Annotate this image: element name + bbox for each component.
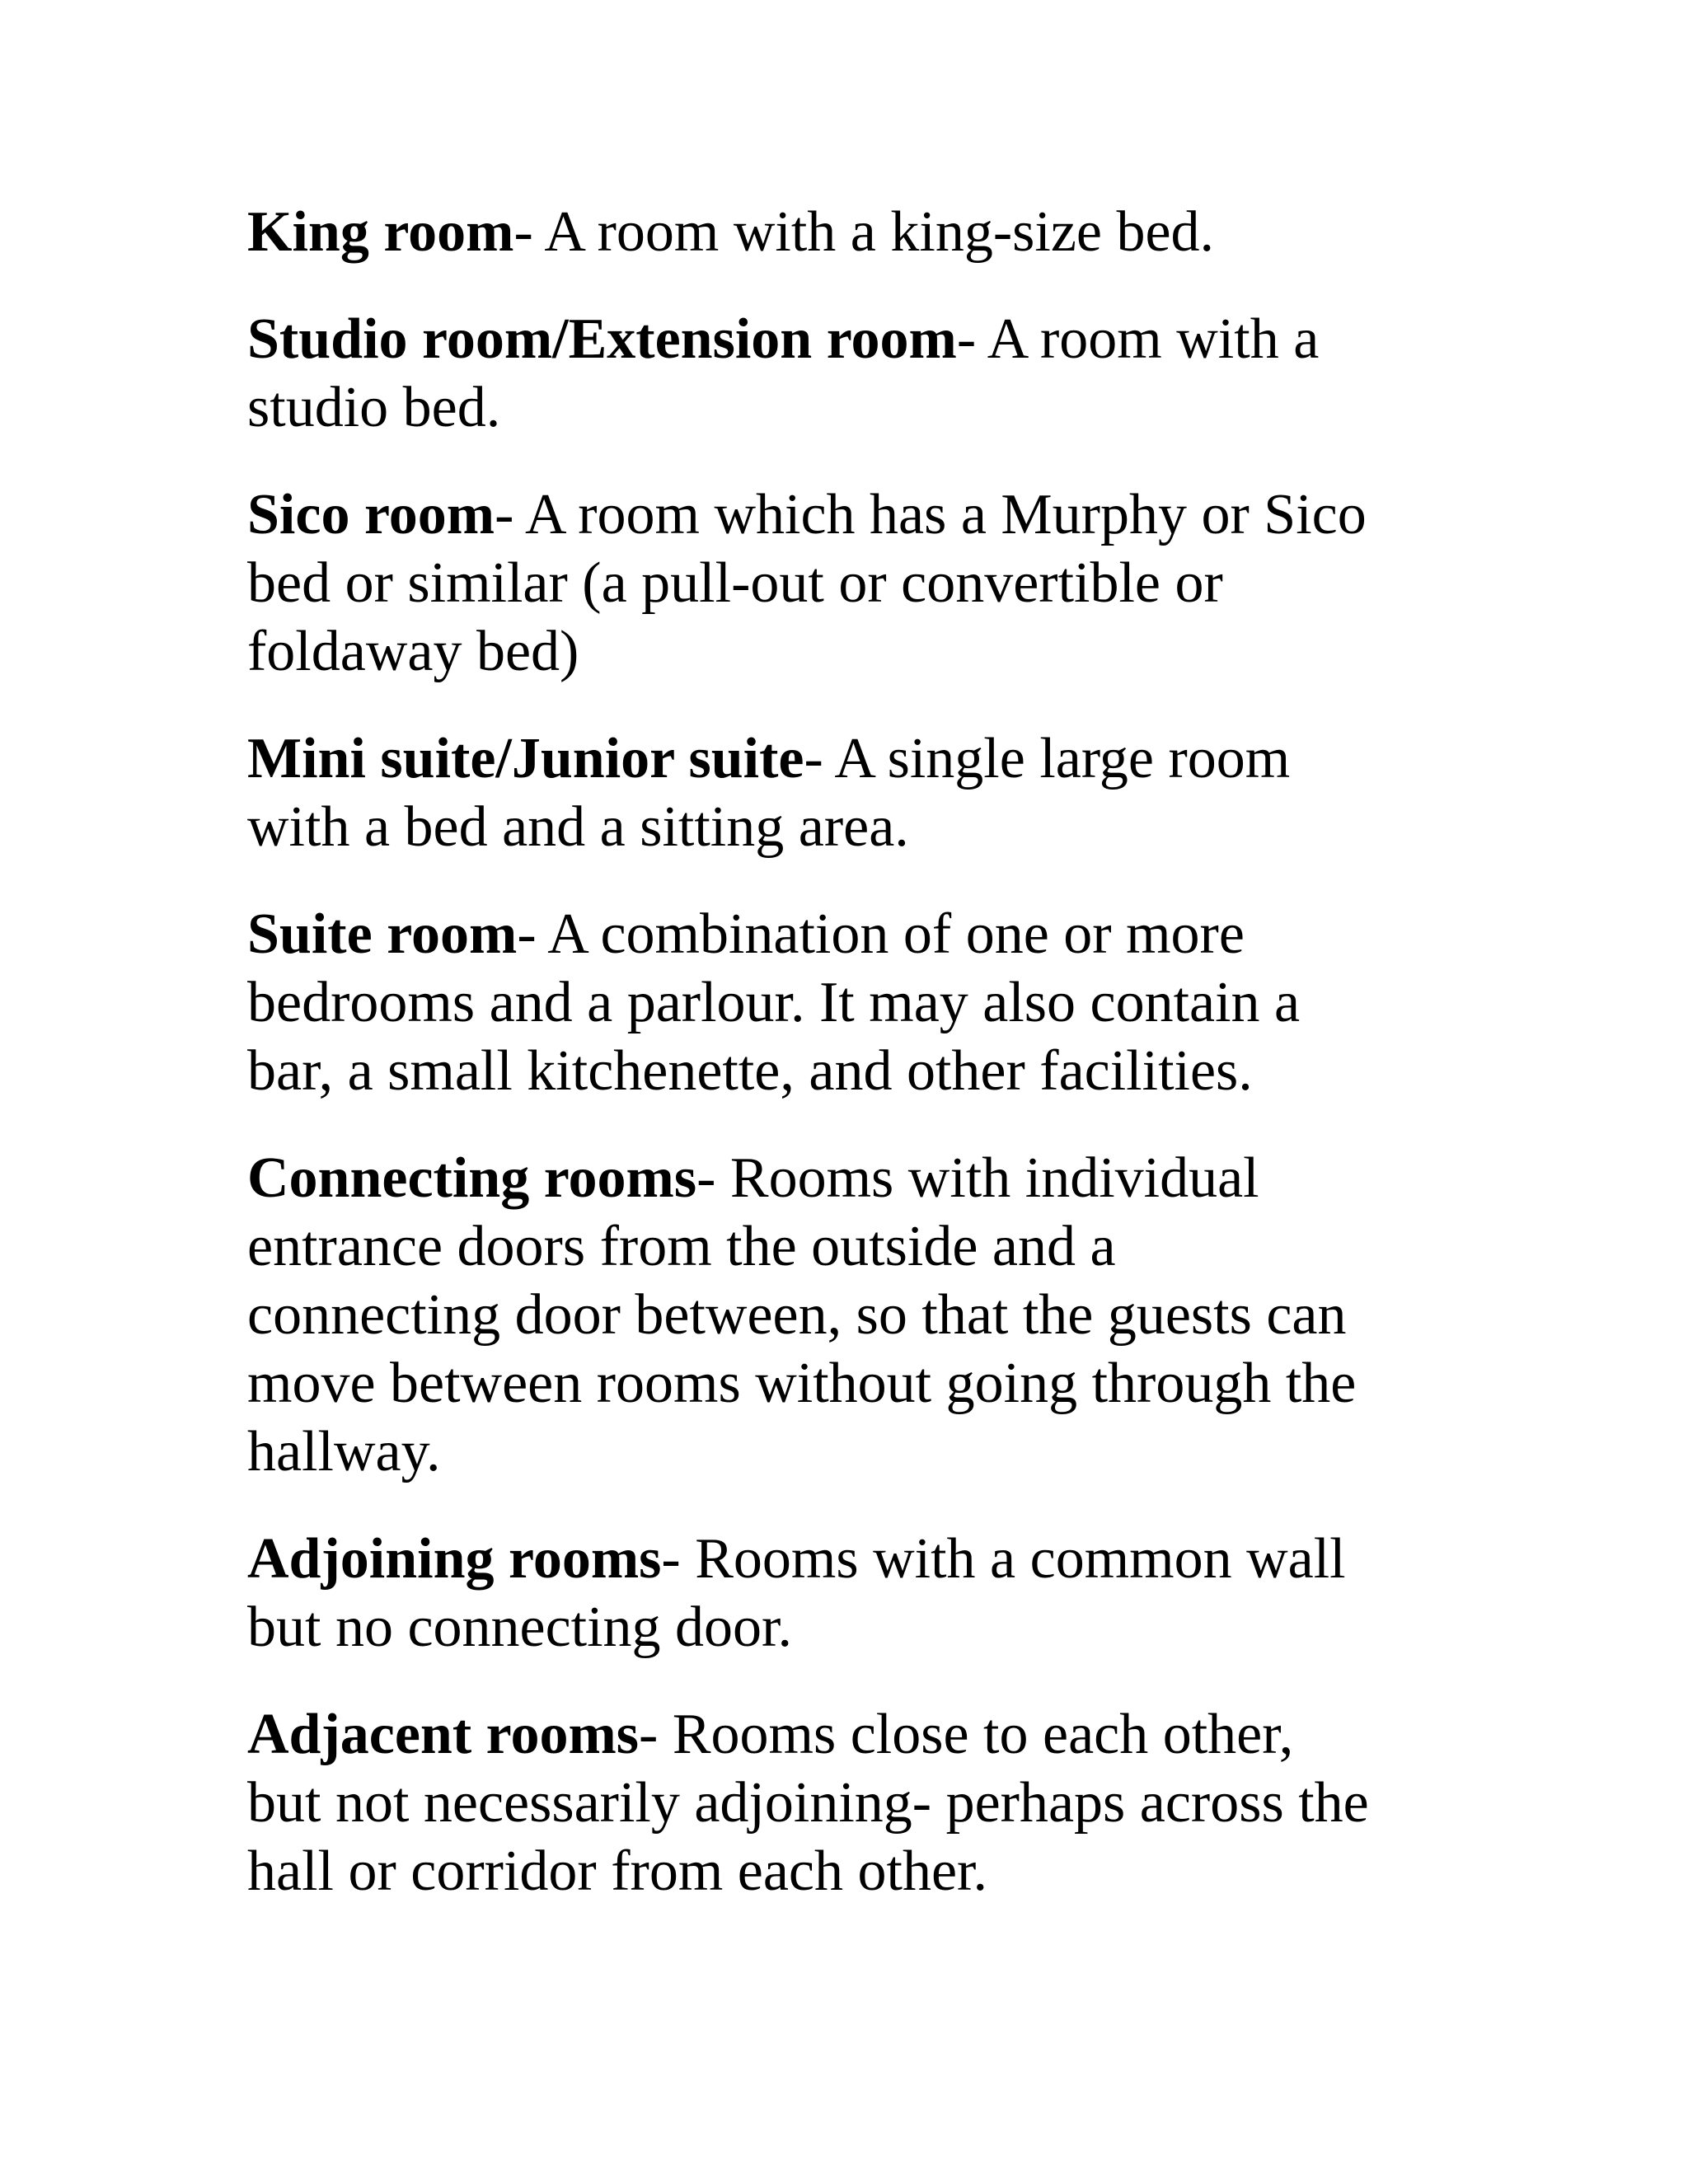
entry-text: - A room with a king-size bed. bbox=[513, 200, 1215, 264]
entry-text: move between rooms without going through the bbox=[247, 1352, 1357, 1415]
entry-text: hall or corridor from each other. bbox=[247, 1840, 987, 1903]
entry-text: - A combination of one or more bbox=[517, 902, 1245, 966]
room-definitions-list bbox=[247, 198, 1467, 1944]
entry-text: studio bed. bbox=[247, 376, 501, 439]
entry-text: - Rooms with individual bbox=[696, 1146, 1259, 1210]
entry-line bbox=[247, 480, 1467, 549]
entry-text: bed or similar (a pull-out or convertible or bbox=[247, 551, 1223, 615]
entry-king-room bbox=[247, 198, 1467, 266]
entry-connecting-rooms bbox=[247, 1144, 1467, 1486]
entry-text: - A room with a bbox=[956, 307, 1320, 371]
entry-text: - A room which has a Murphy or Sico bbox=[495, 483, 1367, 546]
entry-text: but no connecting door. bbox=[247, 1596, 793, 1659]
entry-line bbox=[247, 1144, 1467, 1212]
entry-line bbox=[247, 1525, 1467, 1593]
entry-term: King room bbox=[247, 200, 514, 264]
entry-line bbox=[247, 900, 1467, 968]
entry-text: entrance doors from the outside and a bbox=[247, 1215, 1116, 1278]
entry-text: bedrooms and a parlour. It may also contain a bbox=[247, 971, 1301, 1034]
entry-text: with a bed and a sitting area. bbox=[247, 795, 909, 859]
entry-adjacent-rooms bbox=[247, 1700, 1467, 1905]
entry-text: but not necessarily adjoining- perhaps across the bbox=[247, 1771, 1369, 1835]
entry-term: Adjoining rooms bbox=[247, 1527, 662, 1591]
entry-line bbox=[247, 1700, 1467, 1769]
entry-text: - A single large room bbox=[804, 727, 1291, 790]
entry-term: Suite room bbox=[247, 902, 518, 966]
entry-text: - Rooms close to each other, bbox=[639, 1703, 1294, 1766]
entry-term: Adjacent rooms bbox=[247, 1703, 640, 1766]
entry-mini-suite bbox=[247, 724, 1467, 861]
entry-sico-room bbox=[247, 480, 1467, 686]
entry-suite-room bbox=[247, 900, 1467, 1105]
entry-term: Mini suite/Junior suite bbox=[247, 727, 804, 790]
entry-line bbox=[247, 198, 1467, 266]
entry-text: bar, a small kitchenette, and other facilities. bbox=[247, 1039, 1253, 1103]
entry-text: foldaway bed) bbox=[247, 620, 579, 683]
entry-line bbox=[247, 305, 1467, 373]
entry-term: Connecting rooms bbox=[247, 1146, 697, 1210]
entry-text: connecting door between, so that the guests can bbox=[247, 1283, 1347, 1347]
entry-line bbox=[247, 724, 1467, 793]
entry-text: - Rooms with a common wall bbox=[661, 1527, 1346, 1591]
entry-term: Studio room/Extension room bbox=[247, 307, 957, 371]
entry-text: hallway. bbox=[247, 1420, 441, 1483]
entry-term: Sico room bbox=[247, 483, 495, 546]
entry-studio-room bbox=[247, 305, 1467, 442]
entry-adjoining-rooms bbox=[247, 1525, 1467, 1661]
